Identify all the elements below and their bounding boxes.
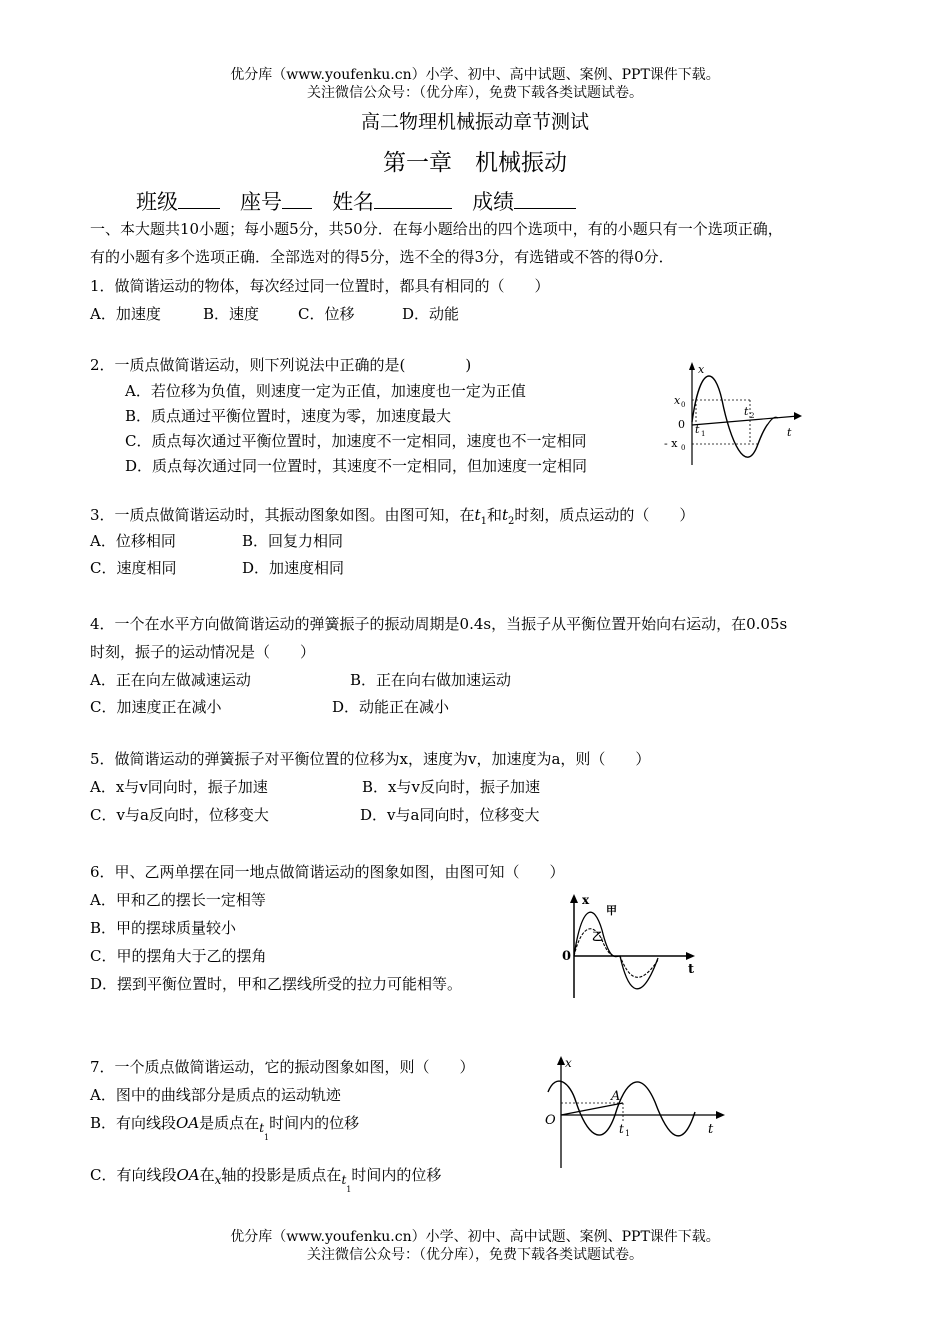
seat-blank[interactable] xyxy=(282,190,312,209)
fig1-negx0-sub: 0 xyxy=(681,444,686,452)
q4-line-2: 时刻，振子的运动情况是（ ） xyxy=(90,643,316,661)
q4-option-c: C．加速度正在减小 xyxy=(90,698,222,716)
name-blank[interactable] xyxy=(374,190,452,209)
seat-label: 座号 xyxy=(240,190,283,214)
q6-option-b: B．甲的摆球质量较小 xyxy=(90,919,237,937)
q2-option-a: A．若位移为负值，则速度一定为正值，加速度也一定为正值 xyxy=(125,382,526,400)
q7-b-mid: 是质点在 xyxy=(199,1114,260,1132)
name-label: 姓名 xyxy=(332,190,375,214)
q5-option-d: D．v与a同向时，位移变大 xyxy=(360,806,540,824)
q5-option-c: C．v与a反向时，位移变大 xyxy=(90,806,269,824)
q7-c-t: t xyxy=(341,1173,347,1187)
pendulum-graph-q6 xyxy=(558,888,708,1000)
q2-option-d: D．质点每次通过同一位置时，其速度不一定相同，但加速度一定相同 xyxy=(125,457,588,475)
header-line-1: 优分库（www.youfenku.cn）小学、初中、高中试题、案例、PPT课件下载。 xyxy=(230,67,720,83)
fig1-x0-sub: 0 xyxy=(681,401,686,409)
q3-stem xyxy=(90,505,694,532)
q7-c-sub: 1 xyxy=(346,1185,352,1194)
q7-c-mid2: 轴的投影是质点在 xyxy=(221,1166,342,1184)
q7-b-oa: OA xyxy=(176,1114,200,1132)
q7-c-pre: C．有向线段 xyxy=(90,1166,177,1184)
fig1-x-label: x xyxy=(698,363,705,376)
q7-c-x: x xyxy=(214,1173,222,1187)
fig1-t2-sub: 2 xyxy=(750,412,755,420)
fig1-origin: 0 xyxy=(678,418,685,431)
q3-stem-pre: 3．一质点做简谐运动时，其振动图象如图。由图可知，在 xyxy=(90,506,475,524)
fig3-x-label: x xyxy=(565,1056,572,1070)
q3-sub1: 1 xyxy=(480,516,487,527)
score-label: 成绩 xyxy=(472,190,515,214)
q1-option-b: B．速度 xyxy=(203,305,260,323)
q1-option-d: D．动能 xyxy=(402,305,460,323)
fig2-origin: 0 xyxy=(562,949,572,964)
q2-option-b: B．质点通过平衡位置时，速度为零，加速度最大 xyxy=(125,407,452,425)
q1-option-a: A．加速度 xyxy=(90,305,161,323)
footer-line-1: 优分库（www.youfenku.cn）小学、初中、高中试题、案例、PPT课件下载。 xyxy=(230,1229,720,1245)
header-line-2: 关注微信公众号：（优分库），免费下载各类试题试卷。 xyxy=(307,85,643,101)
q7-b-pre: B．有向线段 xyxy=(90,1114,177,1132)
fig2-x-label: x xyxy=(582,893,590,907)
q7-c-post: 时间内的位移 xyxy=(351,1166,442,1184)
q6-option-c: C．甲的摆角大于乙的摆角 xyxy=(90,947,267,965)
q3-t2: t xyxy=(501,506,508,524)
q7-b-sub: 1 xyxy=(264,1133,270,1142)
vibration-graph-q7 xyxy=(540,1052,730,1170)
q4-option-b: B．正在向右做加速运动 xyxy=(350,671,512,689)
fig3-a-label: A xyxy=(611,1089,621,1104)
q4-option-a: A．正在向左做减速运动 xyxy=(90,671,251,689)
q1-option-c: C．位移 xyxy=(298,305,355,323)
class-blank[interactable] xyxy=(178,190,220,209)
fig3-o-label: O xyxy=(545,1113,556,1128)
q3-option-a: A．位移相同 xyxy=(90,532,176,550)
q3-and: 和 xyxy=(486,506,502,524)
class-label: 班级 xyxy=(136,190,178,214)
q6-option-d: D．摆到平衡位置时，甲和乙摆线所受的拉力可能相等。 xyxy=(90,975,463,993)
fig1-t-label: t xyxy=(787,426,792,439)
q7-option-a: A．图中的曲线部分是质点的运动轨迹 xyxy=(90,1086,341,1104)
fig2-jia-label: 甲 xyxy=(606,904,617,917)
q6-stem: 6．甲、乙两单摆在同一地点做简谐运动的图象如图，由图可知（ ） xyxy=(90,863,565,881)
q3-sub2: 2 xyxy=(508,516,515,527)
score-blank[interactable] xyxy=(514,190,576,209)
fig1-t1-sub: 1 xyxy=(701,430,706,438)
fig3-t-label: t xyxy=(708,1122,714,1137)
q4-option-d: D．动能正在减小 xyxy=(332,698,450,716)
q3-option-d: D．加速度相同 xyxy=(242,559,345,577)
q7-b-t: t xyxy=(259,1121,265,1135)
q3-stem-post: 时刻，质点运动的（ ） xyxy=(514,506,695,524)
q5-option-a: A．x与v同向时，振子加速 xyxy=(90,778,268,796)
chapter-title: 第一章 机械振动 xyxy=(383,150,567,176)
fig1-t1-label: t xyxy=(695,423,700,436)
q4-line-1: 4．一个在水平方向做简谐运动的弹簧振子的振动周期是0.4s，当振子从平衡位置开始向右运动，在0.05s xyxy=(90,615,788,633)
fig2-t-label: t xyxy=(688,962,695,977)
fig3-t1-label: t xyxy=(619,1122,624,1136)
instructions-line-1: 一、本大题共10小题；每小题5分，共50分．在每小题给出的四个选项中，有的小题只有一个选项正确， xyxy=(90,220,783,238)
q3-t1: t xyxy=(474,506,481,524)
fig1-t2-label: t xyxy=(744,405,749,418)
q3-option-c: C．速度相同 xyxy=(90,559,177,577)
q1-stem: 1．做简谐运动的物体，每次经过同一位置时，都具有相同的（ ） xyxy=(90,277,550,295)
q5-stem: 5．做简谐运动的弹簧振子对平衡位置的位移为x，速度为v，加速度为a，则（ ） xyxy=(90,750,651,768)
q2-option-c: C．质点每次通过平衡位置时，加速度不一定相同，速度也不一定相同 xyxy=(125,432,587,450)
info-line xyxy=(136,186,576,216)
fig2-yi-label: 乙 xyxy=(592,930,603,943)
q7-b-post: 时间内的位移 xyxy=(269,1114,360,1132)
vibration-graph-q3 xyxy=(660,360,810,470)
q7-option-b xyxy=(90,1113,359,1140)
q7-c-mid1: 在 xyxy=(199,1166,215,1184)
footer-line-2: 关注微信公众号：（优分库），免费下载各类试题试卷。 xyxy=(307,1247,643,1263)
q6-option-a: A．甲和乙的摆长一定相等 xyxy=(90,891,266,909)
page-title: 高二物理机械振动章节测试 xyxy=(360,111,589,133)
q2-stem: 2．一质点做简谐运动，则下列说法中正确的是( ) xyxy=(90,356,472,374)
q7-option-c xyxy=(90,1165,441,1192)
q5-option-b: B．x与v反向时，振子加速 xyxy=(362,778,540,796)
fig1-x0-label: x xyxy=(674,394,681,407)
instructions-line-2: 有的小题有多个选项正确．全部选对的得5分，选不全的得3分，有选错或不答的得0分． xyxy=(90,248,674,266)
fig3-t1-sub: 1 xyxy=(625,1129,631,1138)
fig1-negx0-label: - x xyxy=(664,437,678,450)
q3-option-b: B．回复力相同 xyxy=(242,532,344,550)
q7-c-oa: OA xyxy=(176,1166,200,1184)
q7-stem: 7．一个质点做简谐运动，它的振动图象如图，则（ ） xyxy=(90,1058,475,1076)
